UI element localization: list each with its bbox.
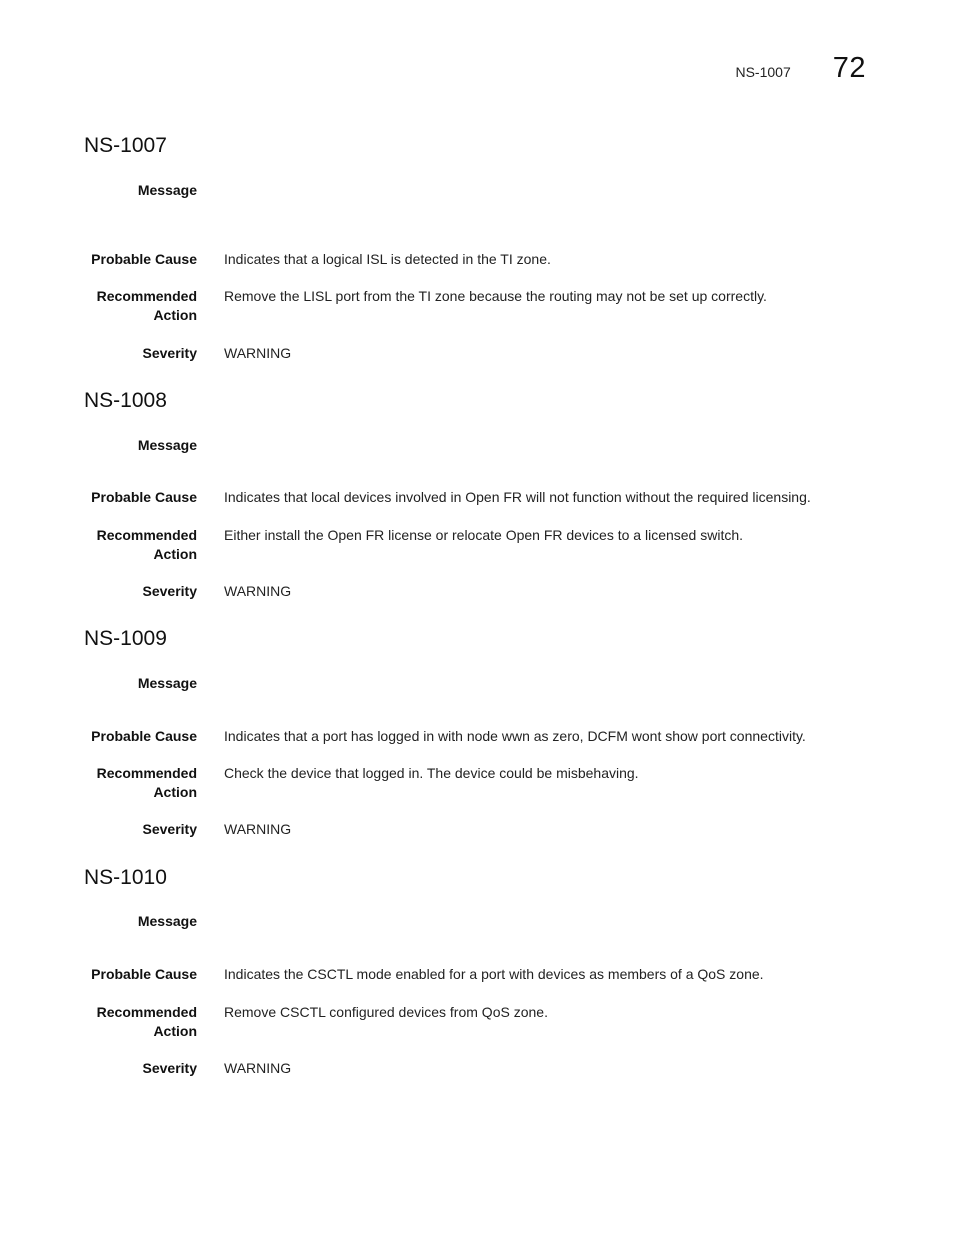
severity-label: Severity bbox=[142, 345, 197, 361]
severity-label: Severity bbox=[142, 821, 197, 837]
probable-cause-label: Probable Cause bbox=[91, 251, 197, 267]
probable-cause-label: Probable Cause bbox=[91, 966, 197, 982]
message-label: Message bbox=[137, 913, 197, 929]
entry-title: NS-1007 bbox=[84, 134, 167, 157]
severity-value: WARNING bbox=[224, 345, 292, 361]
recommended-label-line2: Action bbox=[153, 307, 197, 323]
severity-label: Severity bbox=[142, 1060, 197, 1076]
header-section-label: NS-1007 bbox=[735, 64, 791, 80]
recommended-label-line1: Recommended bbox=[96, 1004, 197, 1020]
probable-cause-label: Probable Cause bbox=[91, 489, 197, 505]
recommended-action-value: Either install the Open FR license or relocate Open FR devices to a licensed switch. bbox=[224, 527, 744, 543]
probable-cause-value: Indicates that local devices involved in Open FR will not function without the required licensing. bbox=[224, 489, 811, 505]
probable-cause-value: Indicates that a logical ISL is detected in the TI zone. bbox=[224, 251, 551, 267]
entry-title: NS-1010 bbox=[84, 866, 167, 889]
message-label: Message bbox=[137, 675, 197, 691]
recommended-action-label bbox=[57, 526, 197, 564]
recommended-action-value: Remove the LISL port from the TI zone because the routing may not be set up correctly. bbox=[224, 288, 767, 304]
severity-label: Severity bbox=[142, 583, 197, 599]
probable-cause-value: Indicates that a port has logged in with node wwn as zero, DCFM wont show port connectivity. bbox=[224, 728, 806, 744]
recommended-action-label bbox=[57, 287, 197, 325]
recommended-action-label bbox=[57, 764, 197, 802]
message-label: Message bbox=[137, 437, 197, 453]
severity-value: WARNING bbox=[224, 583, 292, 599]
running-header bbox=[735, 52, 866, 85]
recommended-label-line1: Recommended bbox=[96, 288, 197, 304]
recommended-action-value: Remove CSCTL configured devices from QoS zone. bbox=[224, 1004, 548, 1020]
recommended-label-line1: Recommended bbox=[96, 527, 197, 543]
message-label: Message bbox=[137, 182, 197, 198]
recommended-label-line2: Action bbox=[153, 546, 197, 562]
recommended-action-value: Check the device that logged in. The device could be misbehaving. bbox=[224, 765, 639, 781]
recommended-label-line2: Action bbox=[153, 784, 197, 800]
recommended-label-line1: Recommended bbox=[96, 765, 197, 781]
recommended-action-label bbox=[57, 1003, 197, 1041]
entry-title: NS-1009 bbox=[84, 627, 167, 650]
severity-value: WARNING bbox=[224, 821, 292, 837]
probable-cause-label: Probable Cause bbox=[91, 728, 197, 744]
severity-value: WARNING bbox=[224, 1060, 292, 1076]
recommended-label-line2: Action bbox=[153, 1023, 197, 1039]
probable-cause-value: Indicates the CSCTL mode enabled for a port with devices as members of a QoS zone. bbox=[224, 966, 764, 982]
chapter-number: 72 bbox=[832, 52, 866, 84]
entry-title: NS-1008 bbox=[84, 389, 167, 412]
